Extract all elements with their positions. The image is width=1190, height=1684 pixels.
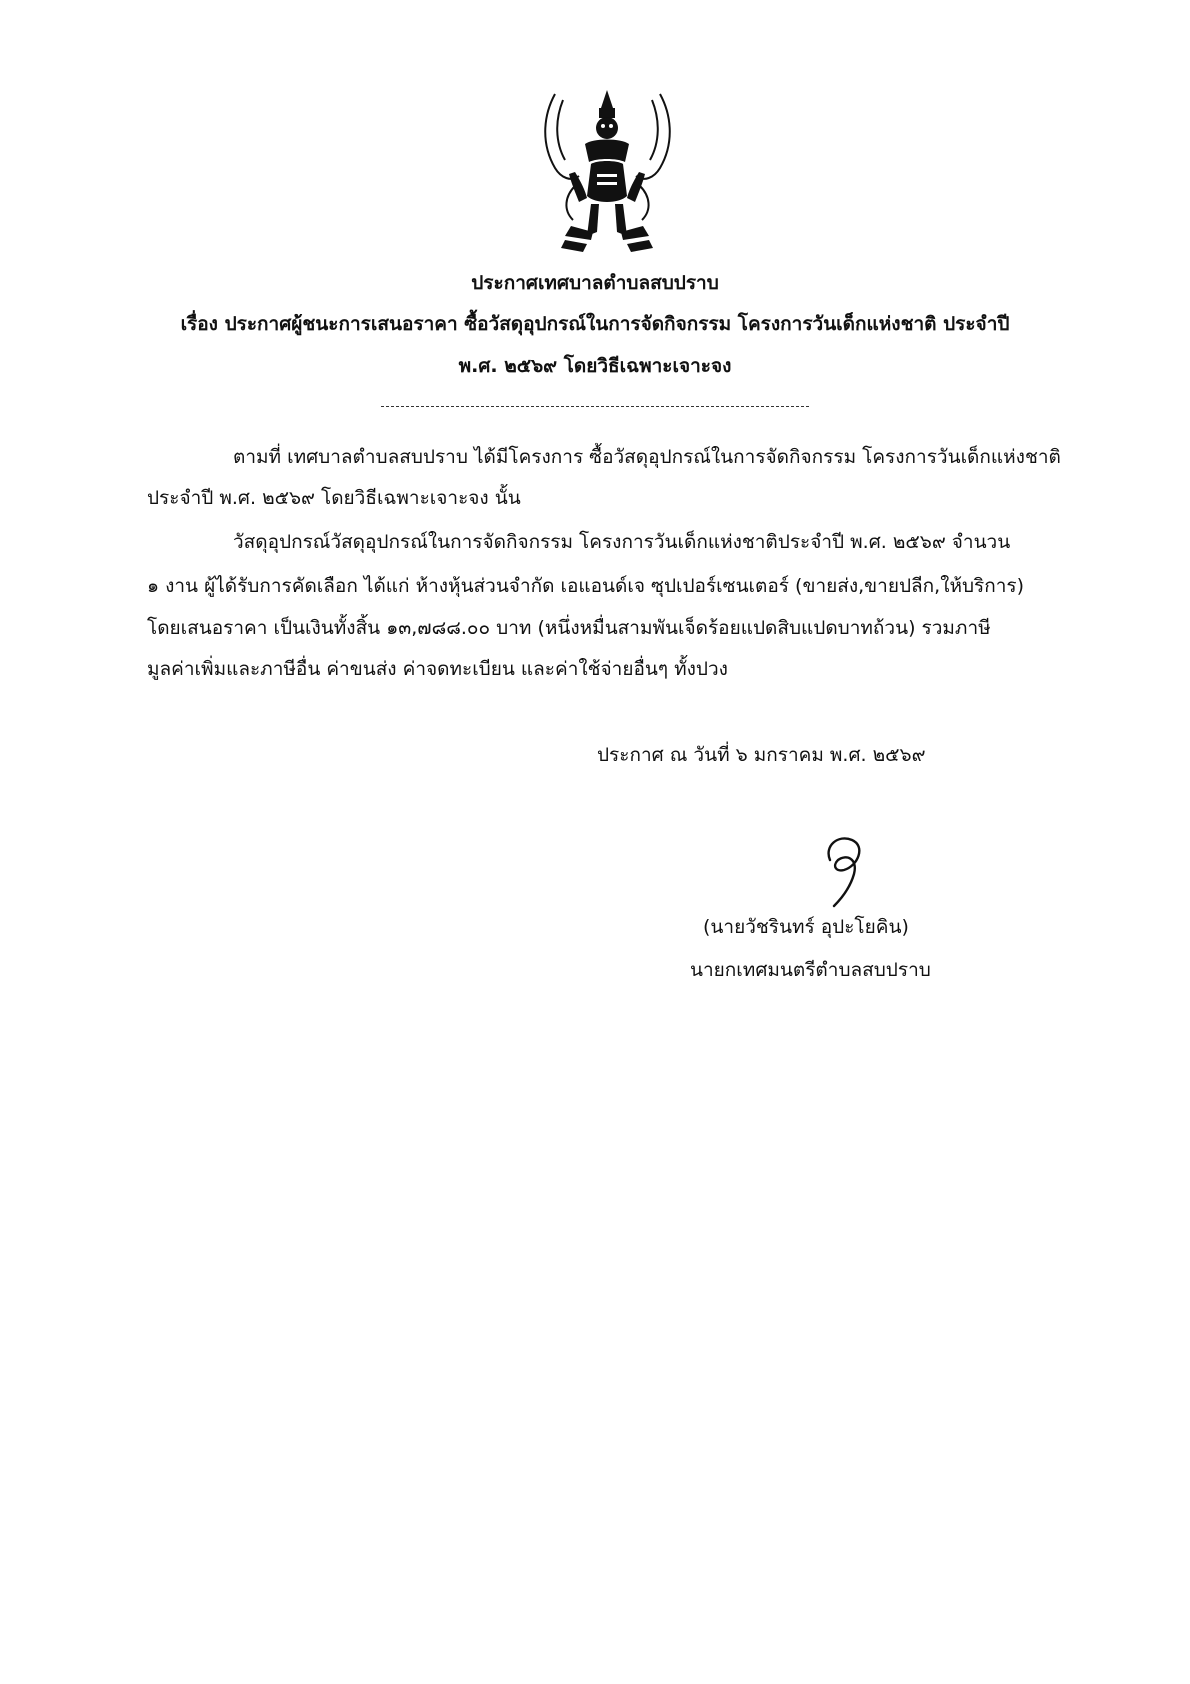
body-paragraph-2-line-2: ๑ งาน ผู้ได้รับการคัดเลือก ได้แก่ ห้างหุ้นส่วนจำกัด เอแอนด์เจ ซุปเปอร์เซนเตอร์ (ขายส่ง,ขายปลีก,ให้บริการ): [147, 575, 1025, 597]
announcement-date: ประกาศ ณ วันที่ ๖ มกราคม พ.ศ. ๒๕๖๙: [597, 744, 926, 766]
body-paragraph-1-line-1: ตามที่ เทศบาลตำบลสบปราบ ได้มีโครงการ ซื้อวัสดุอุปกรณ์ในการจัดกิจกรรม โครงการวันเด็กแห่งชาติ: [233, 446, 1061, 468]
body-paragraph-2-line-3: โดยเสนอราคา เป็นเงินทั้งสิ้น ๑๓,๗๘๘.๐๐ บาท (หนึ่งหมื่นสามพันเจ็ดร้อยแปดสิบแปดบาทถ้วน) รวมภาษี: [147, 617, 991, 639]
body-paragraph-2-line-1: วัสดุอุปกรณ์วัสดุอุปกรณ์ในการจัดกิจกรรม โครงการวันเด็กแห่งชาติประจำปี พ.ศ. ๒๕๖๙ จำนวน: [233, 531, 1011, 553]
body-paragraph-1-line-2: ประจำปี พ.ศ. ๒๕๖๙ โดยวิธีเฉพาะเจาะจง นั้น: [147, 487, 521, 509]
document-subject-line-1: เรื่อง ประกาศผู้ชนะการเสนอราคา ซื้อวัสดุอุปกรณ์ในการจัดกิจกรรม โครงการวันเด็กแห่งชาติ ประจำปี: [180, 313, 1010, 335]
header-divider: [381, 406, 809, 407]
handwritten-signature-icon: [808, 830, 878, 910]
body-paragraph-2-line-4: มูลค่าเพิ่มและภาษีอื่น ค่าขนส่ง ค่าจดทะเบียน และค่าใช้จ่ายอื่นๆ ทั้งปวง: [147, 658, 728, 680]
document-subject-line-2: พ.ศ. ๒๕๖๙ โดยวิธีเฉพาะเจาะจง: [458, 355, 732, 377]
signatory-name: (นายวัชรินทร์ อุปะโยคิน): [703, 916, 909, 938]
garuda-emblem-icon: [535, 86, 680, 256]
document-organization-heading: ประกาศเทศบาลตำบลสบปราบ: [471, 272, 719, 294]
signatory-title: นายกเทศมนตรีตำบลสบปราบ: [690, 959, 931, 981]
